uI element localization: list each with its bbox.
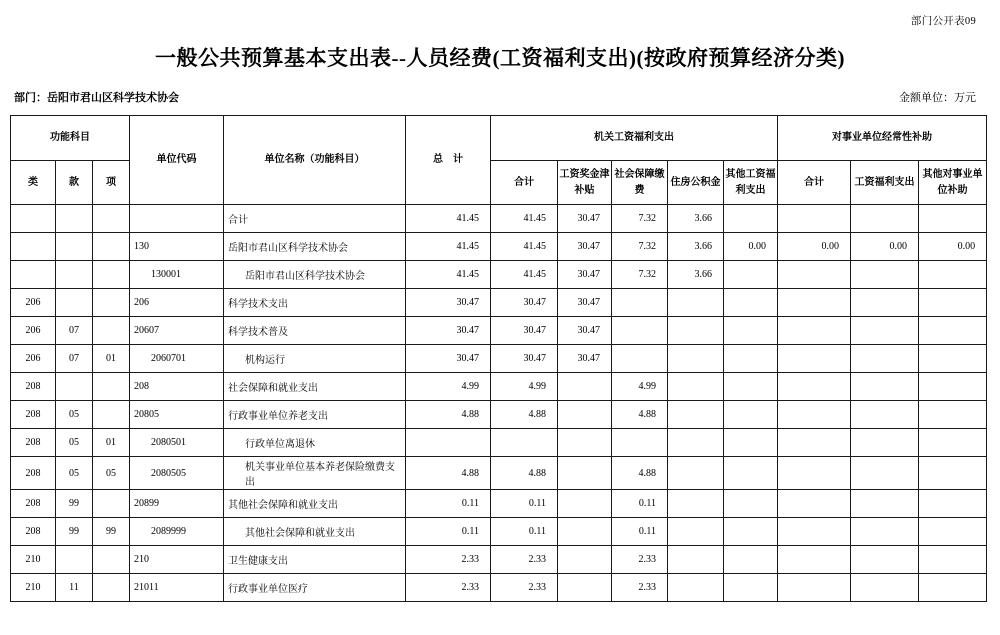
cell-org-wage-bonus	[558, 429, 612, 457]
cell-total: 30.47	[406, 317, 491, 345]
cell-org-social-security: 7.32	[612, 233, 668, 261]
page-title: 一般公共预算基本支出表--人员经费(工资福利支出)(按政府预算经济分类)	[155, 46, 845, 70]
cell-total: 2.33	[406, 546, 491, 574]
cell-org-social-security	[612, 317, 668, 345]
cell-unit-name: 科学技术支出	[224, 289, 406, 317]
header-inst-welfare: 工资福利支出	[851, 161, 919, 205]
cell-org-housing-fund	[668, 373, 724, 401]
cell-inst-other-subsidy	[919, 373, 987, 401]
cell-org-subtotal: 30.47	[491, 345, 558, 373]
cell-func-item	[93, 233, 130, 261]
cell-total	[406, 429, 491, 457]
cell-func-item: 01	[93, 345, 130, 373]
cell-func-class: 208	[11, 490, 56, 518]
cell-inst-subtotal	[778, 574, 851, 602]
cell-func-section	[56, 373, 93, 401]
department-label: 部门：岳阳市君山区科学技术协会	[14, 92, 179, 104]
cell-inst-subtotal	[778, 429, 851, 457]
cell-org-housing-fund	[668, 518, 724, 546]
cell-org-housing-fund	[668, 401, 724, 429]
cell-total: 30.47	[406, 345, 491, 373]
cell-inst-welfare	[851, 401, 919, 429]
cell-org-social-security	[612, 429, 668, 457]
cell-total: 2.33	[406, 574, 491, 602]
cell-org-social-security	[612, 345, 668, 373]
cell-inst-other-subsidy	[919, 518, 987, 546]
header-inst-subtotal: 合计	[778, 161, 851, 205]
cell-total: 0.11	[406, 490, 491, 518]
cell-func-item: 05	[93, 457, 130, 490]
cell-unit-code: 20899	[130, 490, 224, 518]
cell-org-housing-fund	[668, 490, 724, 518]
cell-unit-name: 行政事业单位医疗	[224, 574, 406, 602]
cell-inst-subtotal	[778, 457, 851, 490]
cell-org-subtotal: 0.11	[491, 518, 558, 546]
cell-org-housing-fund	[668, 345, 724, 373]
cell-func-class: 210	[11, 574, 56, 602]
cell-org-subtotal: 4.99	[491, 373, 558, 401]
cell-unit-name: 行政事业单位养老支出	[224, 401, 406, 429]
cell-func-section: 99	[56, 490, 93, 518]
header-inst-other-subsidy: 其他对事业单位补助	[919, 161, 987, 205]
cell-org-subtotal: 41.45	[491, 261, 558, 289]
cell-unit-code: 20805	[130, 401, 224, 429]
cell-unit-code	[130, 205, 224, 233]
cell-org-social-security: 7.32	[612, 261, 668, 289]
header-org-social-security: 社会保障缴费	[612, 161, 668, 205]
cell-unit-code: 2080505	[130, 457, 224, 490]
cell-unit-code: 21011	[130, 574, 224, 602]
cell-inst-welfare	[851, 490, 919, 518]
header-unit-code: 单位代码	[130, 116, 224, 205]
table-row	[11, 373, 987, 401]
cell-total: 41.45	[406, 261, 491, 289]
cell-func-item	[93, 205, 130, 233]
cell-inst-subtotal	[778, 317, 851, 345]
cell-org-housing-fund	[668, 574, 724, 602]
header-func-group: 功能科目	[11, 116, 130, 161]
cell-unit-code: 130001	[130, 261, 224, 289]
cell-total: 30.47	[406, 289, 491, 317]
cell-inst-subtotal	[778, 401, 851, 429]
cell-org-subtotal: 2.33	[491, 574, 558, 602]
cell-org-social-security: 4.99	[612, 373, 668, 401]
cell-unit-name: 卫生健康支出	[224, 546, 406, 574]
cell-inst-subtotal	[778, 289, 851, 317]
header-org-housing-fund: 住房公积金	[668, 161, 724, 205]
cell-inst-welfare	[851, 429, 919, 457]
cell-unit-code: 130	[130, 233, 224, 261]
cell-org-wage-bonus	[558, 373, 612, 401]
table-body	[11, 205, 987, 602]
cell-inst-welfare	[851, 457, 919, 490]
cell-org-wage-bonus: 30.47	[558, 345, 612, 373]
cell-org-wage-bonus: 30.47	[558, 233, 612, 261]
cell-org-social-security: 4.88	[612, 401, 668, 429]
cell-func-class: 208	[11, 373, 56, 401]
cell-unit-name: 行政单位离退休	[224, 429, 406, 457]
cell-org-subtotal: 41.45	[491, 205, 558, 233]
cell-func-section: 05	[56, 401, 93, 429]
cell-inst-welfare: 0.00	[851, 233, 919, 261]
cell-func-item	[93, 261, 130, 289]
cell-func-section: 05	[56, 457, 93, 490]
table-row	[11, 429, 987, 457]
cell-unit-name: 岳阳市君山区科学技术协会	[224, 261, 406, 289]
cell-unit-name: 合计	[224, 205, 406, 233]
cell-total: 4.88	[406, 401, 491, 429]
cell-func-section	[56, 261, 93, 289]
cell-org-social-security: 0.11	[612, 518, 668, 546]
cell-org-housing-fund	[668, 317, 724, 345]
cell-org-other-welfare	[724, 289, 778, 317]
cell-org-social-security: 2.33	[612, 574, 668, 602]
cell-org-other-welfare	[724, 490, 778, 518]
cell-inst-other-subsidy	[919, 261, 987, 289]
header-org-subtotal: 合计	[491, 161, 558, 205]
header-org-other-welfare: 其他工资福利支出	[724, 161, 778, 205]
cell-org-social-security	[612, 289, 668, 317]
cell-org-subtotal: 4.88	[491, 401, 558, 429]
cell-inst-subtotal	[778, 345, 851, 373]
cell-unit-code: 210	[130, 546, 224, 574]
header-func-section: 款	[56, 161, 93, 205]
table-row	[11, 401, 987, 429]
cell-func-item	[93, 317, 130, 345]
cell-func-class: 208	[11, 429, 56, 457]
cell-func-class: 206	[11, 317, 56, 345]
cell-org-housing-fund	[668, 429, 724, 457]
cell-inst-welfare	[851, 261, 919, 289]
cell-inst-other-subsidy: 0.00	[919, 233, 987, 261]
cell-org-housing-fund	[668, 289, 724, 317]
cell-org-wage-bonus	[558, 457, 612, 490]
cell-org-housing-fund: 3.66	[668, 261, 724, 289]
header-inst-subsidy-group: 对事业单位经常性补助	[778, 116, 987, 161]
cell-org-wage-bonus	[558, 518, 612, 546]
cell-func-item	[93, 373, 130, 401]
cell-inst-welfare	[851, 574, 919, 602]
table-row	[11, 574, 987, 602]
table-row	[11, 518, 987, 546]
cell-total: 4.88	[406, 457, 491, 490]
cell-func-item	[93, 289, 130, 317]
cell-inst-welfare	[851, 546, 919, 574]
cell-unit-name: 其他社会保障和就业支出	[224, 490, 406, 518]
cell-inst-subtotal	[778, 518, 851, 546]
cell-func-item	[93, 574, 130, 602]
cell-total: 0.11	[406, 518, 491, 546]
cell-func-class	[11, 261, 56, 289]
table-row	[11, 345, 987, 373]
cell-org-other-welfare	[724, 574, 778, 602]
meta-row	[14, 89, 976, 105]
cell-total: 4.99	[406, 373, 491, 401]
cell-func-section: 07	[56, 345, 93, 373]
cell-func-class: 208	[11, 457, 56, 490]
cell-func-section	[56, 205, 93, 233]
cell-org-other-welfare	[724, 518, 778, 546]
cell-org-subtotal	[491, 429, 558, 457]
header-org-wage-group: 机关工资福利支出	[491, 116, 778, 161]
cell-func-section	[56, 289, 93, 317]
cell-func-class: 208	[11, 401, 56, 429]
cell-inst-other-subsidy	[919, 317, 987, 345]
cell-func-item: 01	[93, 429, 130, 457]
cell-org-wage-bonus	[558, 546, 612, 574]
cell-inst-subtotal	[778, 261, 851, 289]
cell-org-other-welfare	[724, 261, 778, 289]
cell-func-section	[56, 546, 93, 574]
cell-inst-other-subsidy	[919, 546, 987, 574]
cell-func-item	[93, 401, 130, 429]
cell-org-subtotal: 30.47	[491, 289, 558, 317]
header-org-wage-bonus: 工资奖金津补贴	[558, 161, 612, 205]
table-row	[11, 205, 987, 233]
cell-unit-name: 机关事业单位基本养老保险缴费支出	[224, 457, 406, 490]
cell-unit-name: 科学技术普及	[224, 317, 406, 345]
cell-inst-other-subsidy	[919, 574, 987, 602]
cell-func-item	[93, 490, 130, 518]
cell-inst-other-subsidy	[919, 490, 987, 518]
cell-org-social-security: 4.88	[612, 457, 668, 490]
cell-unit-name: 其他社会保障和就业支出	[224, 518, 406, 546]
cell-inst-subtotal	[778, 546, 851, 574]
cell-inst-welfare	[851, 373, 919, 401]
cell-org-social-security: 7.32	[612, 205, 668, 233]
cell-func-item	[93, 546, 130, 574]
cell-org-housing-fund: 3.66	[668, 205, 724, 233]
table-row	[11, 490, 987, 518]
cell-total: 41.45	[406, 233, 491, 261]
cell-func-class: 208	[11, 518, 56, 546]
header-unit-name: 单位名称（功能科目）	[224, 116, 406, 205]
cell-inst-welfare	[851, 518, 919, 546]
cell-org-wage-bonus: 30.47	[558, 317, 612, 345]
cell-org-subtotal: 4.88	[491, 457, 558, 490]
cell-org-other-welfare: 0.00	[724, 233, 778, 261]
cell-func-section	[56, 233, 93, 261]
header-func-item: 项	[93, 161, 130, 205]
cell-func-class	[11, 205, 56, 233]
cell-org-wage-bonus: 30.47	[558, 205, 612, 233]
table-row	[11, 289, 987, 317]
table-row	[11, 546, 987, 574]
header-func-class: 类	[11, 161, 56, 205]
cell-inst-other-subsidy	[919, 205, 987, 233]
cell-org-subtotal: 30.47	[491, 317, 558, 345]
cell-inst-other-subsidy	[919, 289, 987, 317]
cell-unit-code: 20607	[130, 317, 224, 345]
cell-org-wage-bonus	[558, 490, 612, 518]
cell-org-subtotal: 41.45	[491, 233, 558, 261]
cell-inst-subtotal	[778, 490, 851, 518]
cell-inst-subtotal	[778, 373, 851, 401]
cell-func-class	[11, 233, 56, 261]
cell-unit-name: 机构运行	[224, 345, 406, 373]
cell-unit-code: 2080501	[130, 429, 224, 457]
cell-org-other-welfare	[724, 317, 778, 345]
cell-unit-code: 2060701	[130, 345, 224, 373]
budget-table	[10, 115, 987, 602]
cell-unit-name: 岳阳市君山区科学技术协会	[224, 233, 406, 261]
cell-org-social-security: 2.33	[612, 546, 668, 574]
cell-inst-welfare	[851, 205, 919, 233]
cell-org-other-welfare	[724, 546, 778, 574]
cell-org-other-welfare	[724, 373, 778, 401]
cell-org-subtotal: 2.33	[491, 546, 558, 574]
cell-inst-subtotal	[778, 205, 851, 233]
cell-inst-welfare	[851, 317, 919, 345]
cell-org-social-security: 0.11	[612, 490, 668, 518]
cell-func-section: 11	[56, 574, 93, 602]
cell-org-wage-bonus	[558, 574, 612, 602]
cell-inst-other-subsidy	[919, 457, 987, 490]
header-total: 总 计	[406, 116, 491, 205]
cell-org-housing-fund: 3.66	[668, 233, 724, 261]
cell-unit-code: 206	[130, 289, 224, 317]
cell-func-class: 210	[11, 546, 56, 574]
table-row	[11, 261, 987, 289]
cell-func-class: 206	[11, 289, 56, 317]
cell-unit-code: 2089999	[130, 518, 224, 546]
cell-inst-other-subsidy	[919, 429, 987, 457]
table-row	[11, 317, 987, 345]
cell-org-housing-fund	[668, 546, 724, 574]
cell-org-other-welfare	[724, 345, 778, 373]
table-row	[11, 457, 987, 490]
amount-unit-label: 金额单位：万元	[899, 92, 976, 104]
cell-unit-name: 社会保障和就业支出	[224, 373, 406, 401]
cell-org-wage-bonus: 30.47	[558, 289, 612, 317]
cell-org-subtotal: 0.11	[491, 490, 558, 518]
cell-org-wage-bonus: 30.47	[558, 261, 612, 289]
cell-org-other-welfare	[724, 429, 778, 457]
cell-inst-welfare	[851, 345, 919, 373]
cell-unit-code: 208	[130, 373, 224, 401]
cell-inst-other-subsidy	[919, 401, 987, 429]
header-row-groups	[11, 116, 987, 161]
cell-total: 41.45	[406, 205, 491, 233]
cell-org-other-welfare	[724, 457, 778, 490]
cell-inst-welfare	[851, 289, 919, 317]
doc-sheet-label: 部门公开表09	[910, 16, 976, 27]
cell-org-wage-bonus	[558, 401, 612, 429]
cell-func-section: 07	[56, 317, 93, 345]
cell-org-housing-fund	[668, 457, 724, 490]
cell-func-section: 05	[56, 429, 93, 457]
cell-func-class: 206	[11, 345, 56, 373]
table-row	[11, 233, 987, 261]
cell-func-section: 99	[56, 518, 93, 546]
cell-func-item: 99	[93, 518, 130, 546]
cell-inst-subtotal: 0.00	[778, 233, 851, 261]
cell-org-other-welfare	[724, 401, 778, 429]
cell-inst-other-subsidy	[919, 345, 987, 373]
cell-org-other-welfare	[724, 205, 778, 233]
